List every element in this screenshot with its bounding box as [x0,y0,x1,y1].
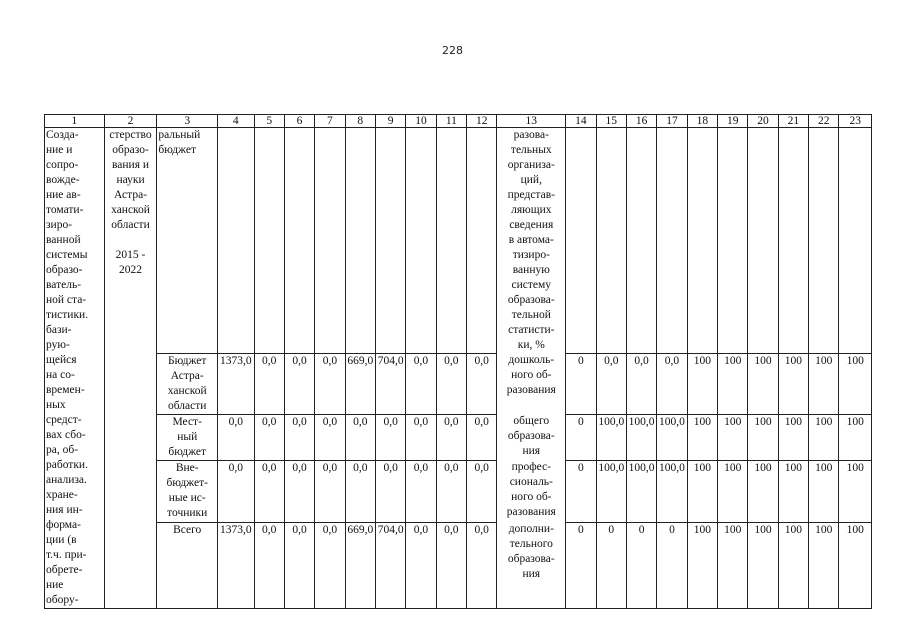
target-cell: 100 [809,522,839,608]
target-cell: 100 [718,460,748,522]
target-cell: 100,0 [626,414,656,460]
value-cell: 0,0 [436,414,466,460]
value-cell: 0,0 [406,522,436,608]
target-cell: 0 [566,460,596,522]
column-header: 15 [596,115,626,128]
target-cell: 100 [809,353,839,414]
value-cell: 0,0 [345,414,375,460]
target-cell: 100 [718,353,748,414]
column-header: 5 [254,115,284,128]
target-cell [596,128,626,354]
column-header: 2 [104,115,157,128]
column-header: 16 [626,115,656,128]
value-cell [436,128,466,354]
value-cell: 704,0 [375,353,405,414]
column-header: 19 [718,115,748,128]
target-cell: 100 [718,414,748,460]
funding-source-cell: ральный бюджет [157,128,218,354]
target-cell: 100 [748,353,778,414]
target-cell: 0 [566,353,596,414]
target-cell: 100,0 [657,460,687,522]
target-cell: 100 [778,522,808,608]
value-cell [345,128,375,354]
value-cell: 0,0 [345,460,375,522]
value-cell: 0,0 [284,522,314,608]
target-cell: 100,0 [596,414,626,460]
column-header: 17 [657,115,687,128]
column-header: 11 [436,115,466,128]
column-header: 1 [45,115,105,128]
funding-source-cell: Бюджет Астра- ханской области [157,353,218,414]
header-row [45,115,872,128]
column-header: 3 [157,115,218,128]
table-row [45,460,872,522]
table-row [45,414,872,460]
target-cell: 0,0 [596,353,626,414]
value-cell [375,128,405,354]
target-cell: 100 [839,353,872,414]
target-cell: 0 [657,522,687,608]
target-cell [839,128,872,354]
target-cell: 0 [566,414,596,460]
column-header: 9 [375,115,405,128]
target-cell: 100 [839,522,872,608]
column-header: 14 [566,115,596,128]
value-cell: 0,0 [375,460,405,522]
table-row [45,522,872,608]
target-cell [809,128,839,354]
funding-source-cell: Мест- ный бюджет [157,414,218,460]
value-cell: 0,0 [284,414,314,460]
target-cell [718,128,748,354]
target-cell [657,128,687,354]
target-cell [778,128,808,354]
value-cell: 0,0 [315,522,345,608]
value-cell: 0,0 [315,414,345,460]
data-table [44,114,872,609]
target-cell: 100 [839,414,872,460]
target-cell: 0 [566,522,596,608]
target-cell: 0 [596,522,626,608]
target-cell: 100 [809,414,839,460]
column-header: 6 [284,115,314,128]
column-header: 22 [809,115,839,128]
target-cell: 100,0 [626,460,656,522]
value-cell: 0,0 [315,353,345,414]
target-cell: 100 [778,460,808,522]
value-cell: 0,0 [406,353,436,414]
column-header: 20 [748,115,778,128]
column-header: 10 [406,115,436,128]
value-cell [284,128,314,354]
value-cell: 669,0 [345,353,375,414]
target-cell: 0,0 [657,353,687,414]
target-cell: 0 [626,522,656,608]
target-cell [687,128,717,354]
column-header: 8 [345,115,375,128]
target-cell: 100 [778,414,808,460]
target-cell [748,128,778,354]
target-cell: 100 [687,522,717,608]
target-cell: 100 [748,414,778,460]
target-cell: 100 [809,460,839,522]
column-header: 4 [218,115,254,128]
value-cell: 0,0 [218,460,254,522]
column-header: 13 [497,115,566,128]
column-header: 18 [687,115,717,128]
value-cell: 0,0 [467,460,497,522]
column-header: 23 [839,115,872,128]
value-cell [315,128,345,354]
indicator-cell: разова- тельных организа- ций, представ- ляющих сведения в автома- тизиро- ванную систему образова- тельной статисти- ки, % [497,128,566,354]
value-cell [406,128,436,354]
value-cell [254,128,284,354]
target-cell: 100 [748,522,778,608]
value-cell: 1373,0 [218,353,254,414]
target-cell: 100,0 [657,414,687,460]
target-cell [626,128,656,354]
indicator-cell: дошколь- ного об- разования [497,353,566,414]
value-cell: 0,0 [436,353,466,414]
indicator-cell: общего образова- ния [497,414,566,460]
value-cell [467,128,497,354]
value-cell: 0,0 [284,353,314,414]
value-cell: 0,0 [467,353,497,414]
value-cell: 0,0 [436,522,466,608]
table-row [45,128,872,354]
value-cell: 669,0 [345,522,375,608]
target-cell: 100 [687,353,717,414]
value-cell: 0,0 [436,460,466,522]
funding-source-cell: Всего [157,522,218,608]
value-cell: 0,0 [254,353,284,414]
value-cell: 0,0 [315,460,345,522]
target-cell: 100 [778,353,808,414]
funding-source-cell: Вне- бюджет- ные ис- точники [157,460,218,522]
value-cell: 0,0 [218,414,254,460]
value-cell: 0,0 [467,522,497,608]
value-cell: 704,0 [375,522,405,608]
value-cell: 0,0 [406,414,436,460]
indicator-cell: дополни- тельного образова- ния [497,522,566,608]
indicator-cell: профес- сиональ- ного об- разования [497,460,566,522]
value-cell [218,128,254,354]
target-cell: 100 [718,522,748,608]
target-cell: 100 [687,460,717,522]
value-cell: 0,0 [254,414,284,460]
executor-period-cell: стерство образо- вания и науки Астра- ханской области 2015 - 2022 [104,128,157,609]
column-header: 12 [467,115,497,128]
value-cell: 0,0 [254,522,284,608]
event-name-cell: Созда- ние и сопро- вожде- ние ав- томати- зиро- ванной системы образо- ватель- ной ста- тистики. бази- рую- щейся на со- времен- ных средст- вах сбо- ра, об- работки. анализа. хране- ния ин- форма- ции (в т.ч. при- обрете- ние обору- [45,128,105,609]
table-row [45,353,872,414]
value-cell: 1373,0 [218,522,254,608]
column-header: 21 [778,115,808,128]
target-cell [566,128,596,354]
value-cell: 0,0 [375,414,405,460]
target-cell: 100 [839,460,872,522]
column-header: 7 [315,115,345,128]
value-cell: 0,0 [284,460,314,522]
target-cell: 0,0 [626,353,656,414]
value-cell: 0,0 [254,460,284,522]
value-cell: 0,0 [467,414,497,460]
target-cell: 100 [748,460,778,522]
target-cell: 100,0 [596,460,626,522]
page-number: 228 [442,44,463,57]
target-cell: 100 [687,414,717,460]
value-cell: 0,0 [406,460,436,522]
